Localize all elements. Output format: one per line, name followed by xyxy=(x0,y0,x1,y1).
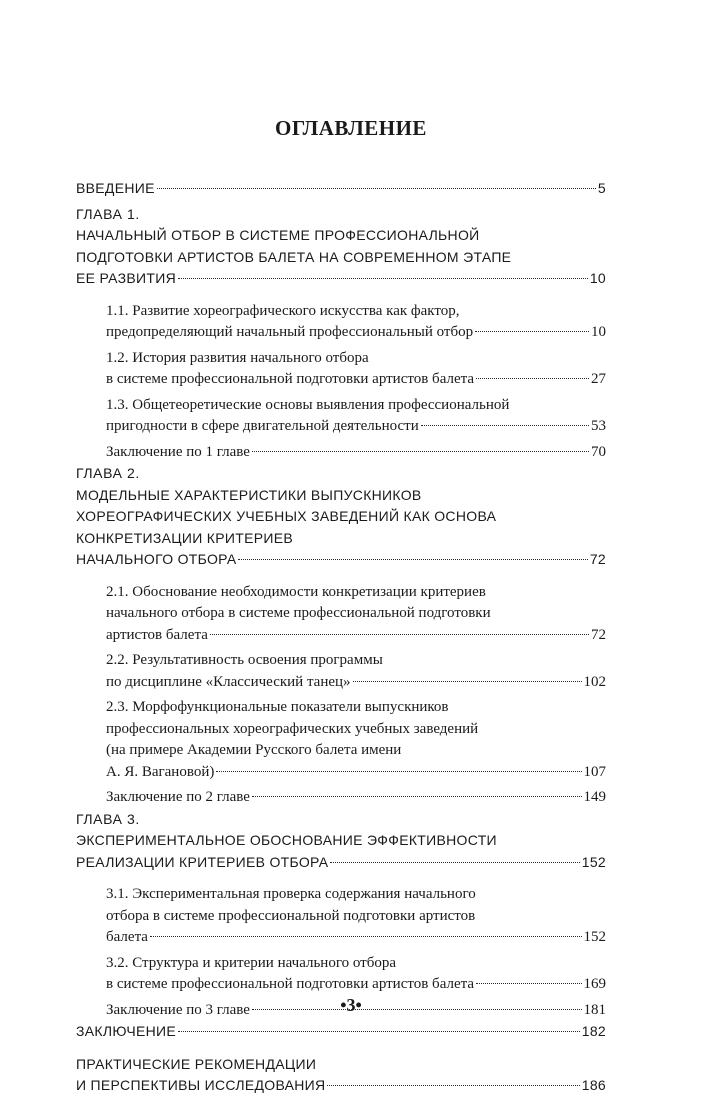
dot-leader xyxy=(327,1085,579,1086)
toc-page-number: 107 xyxy=(583,763,606,780)
chapter-title-line: НАЧАЛЬНОГО ОТБОРА xyxy=(76,551,237,567)
toc-page-number: 182 xyxy=(581,1023,606,1039)
section-title-line: 2.2. Результативность освоения программы xyxy=(106,652,383,668)
section-title-line: отбора в системе профессиональной подготовки артистов xyxy=(106,907,476,924)
section-title-line: 3.2. Структура и критерии начального отбора xyxy=(106,954,397,971)
toc-entry-text: ЗАКЛЮЧЕНИЕ xyxy=(76,1023,176,1039)
summary-text: Заключение по 2 главе xyxy=(106,789,250,805)
chapter-title-line: ПОДГОТОВКИ АРТИСТОВ БАЛЕТА НА СОВРЕМЕННОМ ЭТАПЕ xyxy=(76,248,512,265)
section-title-line: балета xyxy=(106,929,148,945)
chapter-title-line: КОНКРЕТИЗАЦИИ КРИТЕРИЕВ xyxy=(76,529,294,546)
toc-entry-text: ПРАКТИЧЕСКИЕ РЕКОМЕНДАЦИИ xyxy=(76,1055,317,1072)
toc-section-2-3[interactable] xyxy=(106,697,606,783)
toc-page-number: 152 xyxy=(581,853,606,870)
chapter-label: ГЛАВА 1. xyxy=(76,205,140,222)
dot-leader xyxy=(476,378,589,379)
chapter-title-line: РЕАЛИЗАЦИИ КРИТЕРИЕВ ОТБОРА xyxy=(76,853,329,870)
section-title-line: А. Я. Вагановой) xyxy=(106,763,215,780)
toc-section-1-3[interactable] xyxy=(106,395,606,438)
toc-chapter-2 xyxy=(76,463,606,809)
summary-text: Заключение по 1 главе xyxy=(106,443,250,460)
toc-page-number: 27 xyxy=(591,371,606,387)
dot-leader xyxy=(330,862,579,863)
toc-page-number: 186 xyxy=(581,1077,606,1093)
section-title-line: 1.2. История развития начального отбора xyxy=(106,349,369,366)
dot-leader xyxy=(216,771,581,772)
chapter-title-line: ЭКСПЕРИМЕНТАЛЬНОЕ ОБОСНОВАНИЕ ЭФФЕКТИВНОСТИ xyxy=(76,832,497,848)
chapter-title-line: ХОРЕОГРАФИЧЕСКИХ УЧЕБНЫХ ЗАВЕДЕНИЙ КАК ОСНОВА xyxy=(76,508,497,524)
toc-entry-text: ВВЕДЕНИЕ xyxy=(76,180,155,196)
section-title-line: 3.1. Экспериментальная проверка содержания начального xyxy=(106,886,476,902)
toc-chapter-1 xyxy=(76,204,606,464)
toc-section-3-1[interactable] xyxy=(106,884,606,949)
dot-leader xyxy=(252,451,589,452)
toc-section-1-2[interactable] xyxy=(106,348,606,391)
toc-entry-chapter-3[interactable] xyxy=(76,852,606,874)
chapter-label: ГЛАВА 2. xyxy=(76,465,140,481)
dot-leader xyxy=(157,188,596,189)
summary-text: Заключение по 3 главе xyxy=(106,1001,250,1018)
chapter-title-line: ЕЕ РАЗВИТИЯ xyxy=(76,270,177,286)
toc-entry-chapter-1[interactable] xyxy=(76,268,606,290)
section-title-line: (на примере Академии Русского балета имени xyxy=(106,742,402,758)
toc-page-number: 70 xyxy=(591,443,606,460)
section-title-line: артистов балета xyxy=(106,626,208,643)
page-title: ОГЛАВЛЕНИЕ xyxy=(275,116,427,140)
toc-chapter-3 xyxy=(76,809,606,1022)
toc-entry-intro[interactable] xyxy=(76,178,606,200)
dot-leader xyxy=(475,331,589,332)
toc-page-number: 102 xyxy=(583,673,606,690)
section-title-line: 2.1. Обоснование необходимости конкретизации критериев xyxy=(106,583,486,600)
toc-section-3-2[interactable] xyxy=(106,953,606,996)
section-title-line: пригодности в сфере двигательной деятельности xyxy=(106,418,419,434)
page-number-footer: •3• xyxy=(340,995,362,1015)
toc-page-number: 181 xyxy=(583,1001,606,1018)
dot-leader xyxy=(353,681,582,682)
dot-leader xyxy=(421,425,589,426)
section-title-line: по дисциплине «Классический танец» xyxy=(106,673,351,690)
toc-summary-1[interactable] xyxy=(106,442,606,464)
dot-leader xyxy=(252,796,582,797)
dot-leader xyxy=(178,1031,580,1032)
toc-entry-chapter-2[interactable] xyxy=(76,549,606,571)
dot-leader xyxy=(178,278,588,279)
section-title-line: 2.3. Морфофункциональные показатели выпускников xyxy=(106,699,449,715)
toc-page-number: 5 xyxy=(597,180,606,196)
section-title-line: профессиональных хореографических учебных заведений xyxy=(106,720,479,737)
section-title-line: предопределяющий начальный профессиональный отбор xyxy=(106,324,474,340)
toc-section-1-1[interactable] xyxy=(106,301,606,344)
dot-leader xyxy=(210,634,589,635)
dot-leader xyxy=(238,559,587,560)
toc-entry-recommendations[interactable] xyxy=(76,1054,606,1097)
toc-page-number: 53 xyxy=(591,418,606,434)
chapter-title-line: НАЧАЛЬНЫЙ ОТБОР В СИСТЕМЕ ПРОФЕССИОНАЛЬНОЙ xyxy=(76,227,480,243)
toc-page-number: 149 xyxy=(583,789,606,805)
section-title-line: 1.1. Развитие хореографического искусства как фактор, xyxy=(106,302,460,319)
chapter-title-line: МОДЕЛЬНЫЕ ХАРАКТЕРИСТИКИ ВЫПУСКНИКОВ xyxy=(76,486,422,503)
toc-page-number: 152 xyxy=(583,929,606,945)
toc-section-2-1[interactable] xyxy=(106,582,606,647)
toc-page-number: 72 xyxy=(591,626,606,643)
section-title-line: начального отбора в системе профессиональной подготовки xyxy=(106,605,491,621)
chapter-label: ГЛАВА 3. xyxy=(76,810,140,827)
section-title-line: в системе профессиональной подготовки артистов балета xyxy=(106,976,475,992)
section-title-line: в системе профессиональной подготовки артистов балета xyxy=(106,371,475,387)
toc-page-number: 72 xyxy=(589,551,606,567)
toc-page-number: 169 xyxy=(583,976,606,992)
toc-page-number: 10 xyxy=(591,324,606,340)
table-of-contents xyxy=(76,178,606,1097)
toc-entry-text: И ПЕРСПЕКТИВЫ ИССЛЕДОВАНИЯ xyxy=(76,1077,326,1093)
dot-leader xyxy=(150,936,582,937)
toc-summary-2[interactable] xyxy=(106,787,606,809)
toc-section-2-2[interactable] xyxy=(106,650,606,693)
toc-entry-conclusion[interactable] xyxy=(76,1021,606,1043)
toc-page-number: 10 xyxy=(589,270,606,286)
dot-leader xyxy=(476,983,581,984)
section-title-line: 1.3. Общетеоретические основы выявления профессиональной xyxy=(106,396,510,413)
